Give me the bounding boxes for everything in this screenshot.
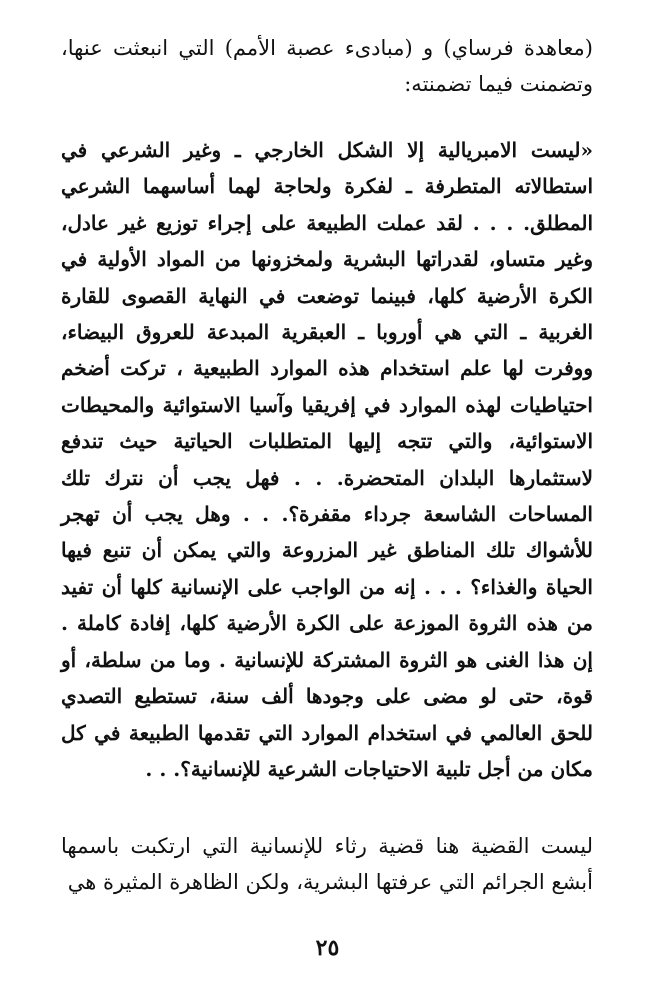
page-number: ٢٥ bbox=[315, 935, 340, 961]
intro-paragraph: (معاهدة فرساي) و (مبادىء عصبة الأمم) التي انبعثت عنها، وتضمنت فيما تضمنته: bbox=[61, 36, 593, 97]
closing-paragraph: ليست القضية هنا قضية رثاء للإنسانية التي ارتكبت باسمها أبشع الجرائم التي عرفتها البشرية، ولكن الظاهرة المثيرة هي bbox=[61, 834, 593, 895]
quoted-passage: «ليست الامبريالية إلا الشكل الخارجي ـ وغير الشرعي في استطالاته المتطرفة ـ لفكرة ولحاجة لهما أساسهما الشرعي المطلق. . . . لقد عملت الطبيعة على إجراء توزيع غير عادل، وغير متساو، لقدراتها البشرية ولمخزونها من المواد الأولية في الكرة الأرضية كلها، فبينما توضعت في النهاية القصوى للقارة الغربية ـ التي هي أوروبا ـ العبقرية المبدعة للعروق البيضاء، ووفرت لها علم استخدام هذه الموارد الطبيعية ، تركت أضخم احتياطيات لهذه الموارد في إفريقيا وآسيا الاستوائية والمحيطات الاستوائية، والتي تتجه إليها المتطلبات الحياتية حيث تندفع لاستثمارها البلدان المتحضرة. . . فهل يجب أن نترك تلك المساحات الشاسعة جرداء مقفرة؟. . . وهل يجب أن تهجر للأشواك تلك المناطق غير المزروعة والتي يمكن أن تنبع فيها الحياة والغذاء؟ . . . إنه من الواجب على الإنسانية كلها أن تفيد من هذه الثروة الموزعة على الكرة الأرضية كلها، إفادة كاملة . إن هذا الغنى هو الثروة المشتركة للإنسانية . وما من سلطة، أو قوة، حتى لو مضى على وجودها ألف سنة، تستطيع التصدي للحق العالمي في استخدام الموارد التي تقدمها الطبيعة في كل مكان من أجل تلبية الاحتياجات الشرعية للإنسانية؟. . . bbox=[61, 138, 593, 781]
